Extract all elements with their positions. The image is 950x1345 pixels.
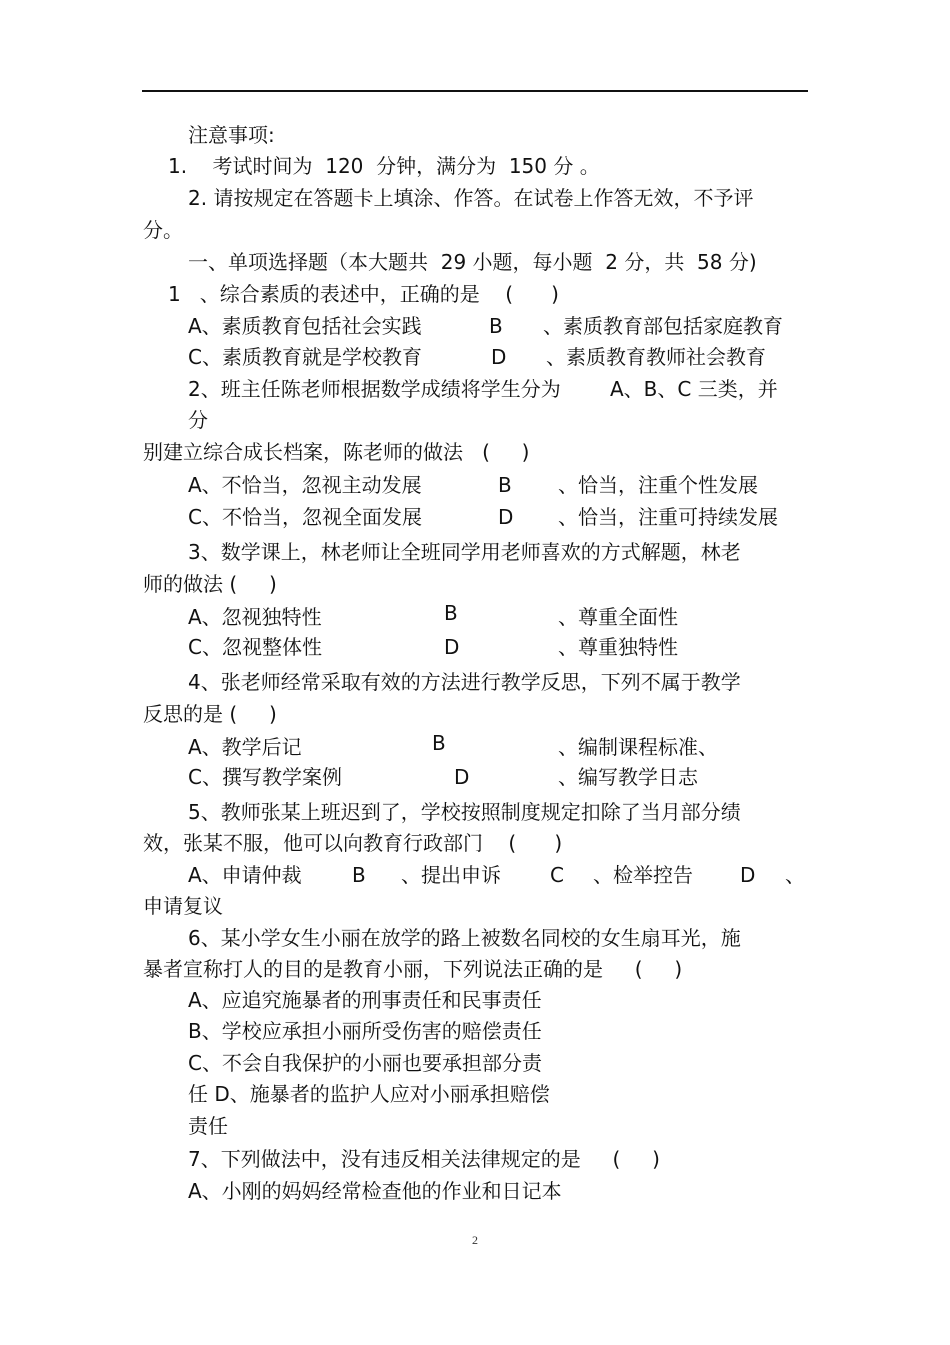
q5-option-d-letter: D	[740, 863, 756, 887]
question-1-stem: 1 、综合素质的表述中，正确的是 ( )	[168, 282, 559, 306]
question-2-stem-groups: A、B、C 三类，并	[610, 377, 778, 401]
q1-option-d: 、素质教育教师社会教育	[546, 345, 766, 369]
q6-option-d-wrap: 责任	[188, 1114, 228, 1138]
q6-option-a: A、应追究施暴者的刑事责任和民事责任	[188, 988, 542, 1012]
question-5-stem-cont: 效，张某不服，他可以向教育行政部门 ( )	[143, 831, 563, 855]
q4-option-d: 、编写教学日志	[558, 765, 698, 789]
q5-option-d-separator: 、	[785, 863, 805, 887]
q5-option-c-letter: C	[550, 863, 564, 887]
q2-option-c: C、不恰当，忽视全面发展	[188, 505, 422, 529]
question-3-stem-cont: 师的做法 ( )	[143, 572, 277, 596]
q2-option-d: 、恰当，注重可持续发展	[558, 505, 778, 529]
question-5-stem: 5、教师张某上班迟到了，学校按照制度规定扣除了当月部分绩	[188, 800, 741, 824]
q6-option-b: B、学校应承担小丽所受伤害的赔偿责任	[188, 1019, 542, 1043]
q5-option-a: A、申请仲裁	[188, 863, 302, 887]
q1-option-b-letter: B	[489, 314, 503, 338]
q5-option-c: 、检举控告	[593, 863, 693, 887]
q4-option-d-letter: D	[454, 765, 470, 789]
notes-item-2: 2. 请按规定在答题卡上填涂、作答。在试卷上作答无效，不予评	[188, 186, 754, 210]
notes-title: 注意事项:	[188, 123, 275, 147]
q6-option-c: C、不会自我保护的小丽也要承担部分责	[188, 1051, 542, 1075]
q3-option-d-letter: D	[444, 635, 460, 659]
q1-option-d-letter: D	[491, 345, 507, 369]
page-number: 2	[472, 1233, 478, 1247]
notes-item-1: 1. 考试时间为 120 分钟，满分为 150 分 。	[168, 154, 600, 178]
q4-option-b: 、编制课程标准、	[558, 735, 718, 759]
q3-option-d: 、尊重独特性	[558, 635, 678, 659]
q7-option-a: A、小刚的妈妈经常检查他的作业和日记本	[188, 1179, 562, 1203]
q6-option-c-wrap: 任 D、施暴者的监护人应对小丽承担赔偿	[188, 1082, 550, 1106]
q5-option-d: 申请复议	[143, 894, 223, 918]
section-heading: 一、单项选择题（本大题共 29 小题，每小题 2 分，共 58 分)	[188, 250, 757, 274]
q5-option-b: 、提出申诉	[401, 863, 501, 887]
q2-option-a: A、不恰当，忽视主动发展	[188, 473, 422, 497]
question-2-stem-cont: 别建立综合成长档案，陈老师的做法 ( )	[143, 440, 530, 464]
question-2-stem: 2、班主任陈老师根据数学成绩将学生分为	[188, 377, 561, 401]
q3-option-b: 、尊重全面性	[558, 605, 678, 629]
q2-option-b-letter: B	[498, 473, 512, 497]
q5-option-b-letter: B	[352, 863, 366, 887]
question-6-stem: 6、某小学女生小丽在放学的路上被数名同校的女生扇耳光，施	[188, 926, 741, 950]
q1-option-b: 、素质教育部包括家庭教育	[543, 314, 783, 338]
question-4-stem: 4、张老师经常采取有效的方法进行教学反思，下列不属于教学	[188, 670, 741, 694]
q1-option-a: A、素质教育包括社会实践	[188, 314, 422, 338]
q4-option-b-letter: B	[432, 731, 446, 755]
q3-option-b-letter: B	[444, 601, 458, 625]
q3-option-c: C、忽视整体性	[188, 635, 322, 659]
question-4-stem-cont: 反思的是 ( )	[143, 702, 277, 726]
notes-item-2-wrap: 分。	[143, 218, 183, 242]
question-6-stem-cont: 暴者宣称打人的目的是教育小丽，下列说法正确的是 ( )	[143, 957, 683, 981]
question-3-stem: 3、数学课上，林老师让全班同学用老师喜欢的方式解题，林老	[188, 540, 741, 564]
q4-option-c: C、撰写教学案例	[188, 765, 342, 789]
q4-option-a: A、教学后记	[188, 735, 302, 759]
q2-option-b: 、恰当，注重个性发展	[558, 473, 758, 497]
header-rule	[142, 90, 808, 92]
q2-option-d-letter: D	[498, 505, 514, 529]
q1-option-c: C、素质教育就是学校教育	[188, 345, 422, 369]
question-7-stem: 7、下列做法中，没有违反相关法律规定的是 ( )	[188, 1147, 660, 1171]
question-2-stem-wrap: 分	[188, 408, 208, 432]
q3-option-a: A、忽视独特性	[188, 605, 322, 629]
